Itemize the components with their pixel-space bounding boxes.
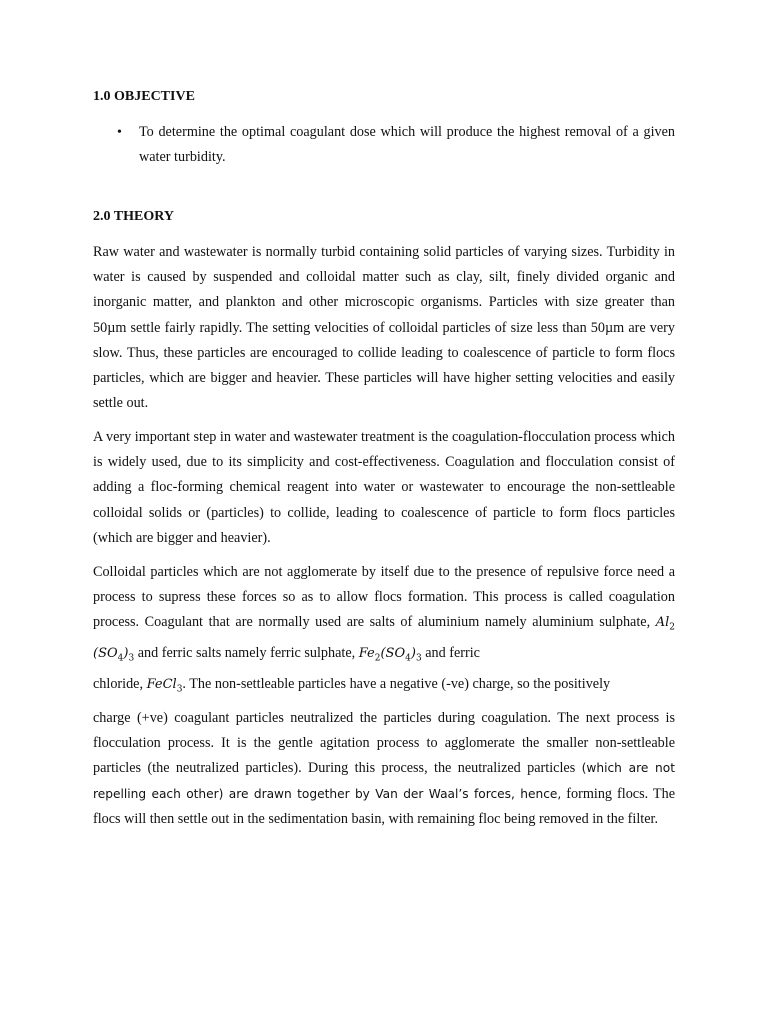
ferric-sulphate-formula (358, 646, 422, 664)
formula-part: Fe (358, 646, 375, 662)
paragraph-3-text-a: Colloidal particles which are not agglomerate by itself due to the presence of repulsive force need a process to supress these forces so as to allow flocs formation. This process is called coagulation process. Coagulant that are normally used are salts of aluminium namely aluminium sulphate, (93, 564, 675, 631)
paragraph-3-text-c: and ferric (421, 645, 480, 662)
paragraph-3-text-b: and ferric salts namely ferric sulphate, (134, 645, 359, 662)
theory-paragraph-1: Raw water and wastewater is normally turbid containing solid particles of varying sizes. Turbidity in water is caused by suspended and colloidal matter such as clay, silt, finely divided organic and inorganic matter, and plankton and other microscopic organisms. Particles with size greater than 50µm settle fairly rapidly. The setting velocities of colloidal particles of size less than 50µm are very slow. Thus, these particles are encouraged to collide leading to coalescence of particle to form flocs particles, which are bigger and heavier. These particles will have higher setting velocities and easily settle out. (93, 244, 675, 412)
ferric-chloride-formula (146, 677, 183, 695)
formula-subscript: 2 (669, 623, 675, 633)
theory-paragraph-2: A very important step in water and wastewater treatment is the coagulation-flocculation process which is widely used, due to its simplicity and cost-effectiveness. Coagulation and flocculation consist of adding a floc-forming chemical reagent into water or wastewater to encourage the non-settleable colloidal solids or (particles) to collide, leading to coalescence of particle to form flocs particles (which are bigger and heavier). (93, 429, 675, 546)
objective-heading: 1.0 OBJECTIVE (93, 89, 195, 104)
formula-part: ) (123, 646, 129, 662)
formula-subscript: 2 (374, 653, 381, 664)
paragraph-4-text-b: . The non-settleable particles have a negative (-ve) charge, so the positively (182, 676, 611, 692)
formula-subscript: 4 (117, 653, 124, 664)
formula-subscript: 4 (405, 653, 411, 664)
paragraph-5-text-c: forming flocs. The flocs will then settle out in the sedimentation basin, with remaining floc being removed in the filter. (93, 785, 675, 827)
paragraph-5-text-a: charge (+ve) coagulant particles neutralized the particles during coagulation. The next process is flocculation process. It is the gentle agitation process to agglomerate the smaller non-settleable particles (the neutralized particles). During this process, the neutralized particles (93, 710, 675, 777)
paragraph-5-text-b: (which are not repelling each other) are drawn together by Van der Waal’s forces, hence, (93, 761, 675, 801)
bullet-icon: • (117, 125, 122, 140)
formula-part: ) (410, 646, 416, 662)
formula-subscript: 3 (176, 684, 183, 695)
theory-heading: 2.0 THEORY (93, 209, 174, 224)
formula-subscript: 3 (415, 653, 422, 664)
formula-part: (SO (380, 646, 406, 662)
formula-subscript: 3 (128, 653, 135, 664)
objective-bullet-text: To determine the optimal coagulant dose which will produce the highest removal of a given water turbidity. (139, 124, 675, 165)
theory-paragraph-5 (93, 706, 675, 832)
theory-paragraph-4 (93, 672, 675, 703)
formula-part: FeCl (146, 677, 177, 692)
formula-part: (SO (93, 646, 118, 662)
theory-paragraph-3 (93, 560, 675, 672)
paragraph-4-text-a: chloride, (93, 676, 147, 692)
formula-part: Al (655, 615, 670, 631)
